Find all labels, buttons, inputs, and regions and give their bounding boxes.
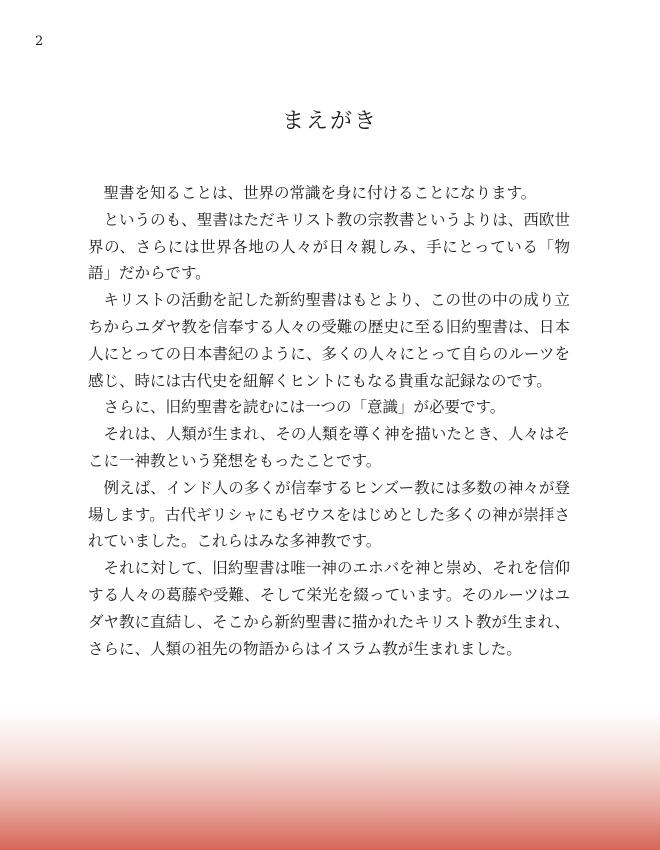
page-title: まえがき [281, 109, 378, 134]
paragraph: というのも、聖書はただキリスト教の宗教書というよりは、西欧世界の、さらには世界各地の人々が日々親しみ、手にとっている「物語」だからです。 [88, 210, 570, 283]
paragraph: キリストの活動を記した新約聖書はもとより、この世の中の成り立ちからユダヤ教を信奉する人々の受難の歴史に至る旧約聖書は、日本人にとっての日本書紀のように、多くの人々にとって自らのルーツを感じ、時には古代史を紐解くヒントにもなる貴重な記録なのです。 [88, 291, 570, 390]
paragraph: それに対して、旧約聖書は唯一神のエホバを神と崇め、それを信仰する人々の葛藤や受難、そして栄光を綴っています。そのルーツはユダヤ教に直結し、そこから新約聖書に描かれたキリスト教が生まれ、さらに、人類の祖先の物語からはイスラム教が生まれました。 [88, 559, 570, 658]
paragraph: それは、人類が生まれ、その人類を導く神を描いたとき、人々はそこに一神教という発想をもったことです。 [88, 425, 570, 470]
preface-body [88, 180, 570, 662]
paragraph: さらに、旧約聖書を読むには一つの「意識」が必要です。 [103, 398, 506, 417]
decorative-gradient-band [0, 710, 660, 850]
page-number: 2 [35, 34, 44, 49]
paragraph: 聖書を知ることは、世界の常識を身に付けることになります。 [103, 184, 537, 202]
paragraph: 例えば、インド人の多くが信奉するヒンズー教には多数の神々が登場します。古代ギリシャにもゼウスをはじめとした多くの神が崇拝されていました。これらはみな多神教です。 [88, 478, 570, 551]
